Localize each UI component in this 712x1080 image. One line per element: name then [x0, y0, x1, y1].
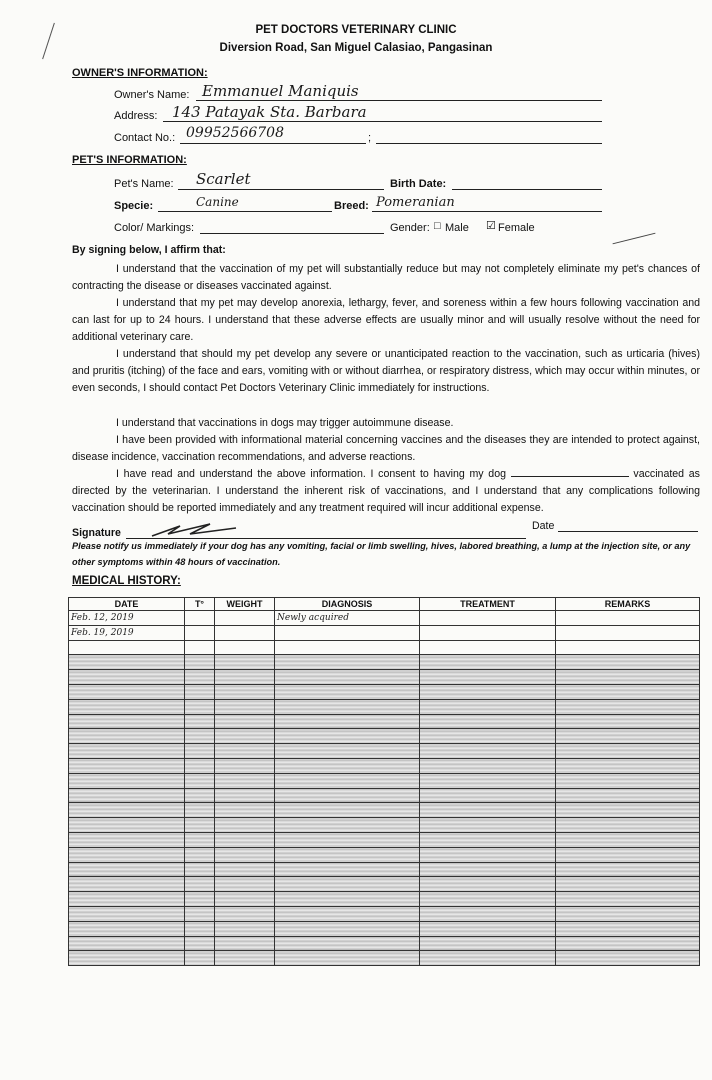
pet-breed-value: Pomeranian: [376, 195, 455, 210]
table-cell: [420, 936, 556, 951]
table-cell: [215, 729, 275, 744]
table-cell: [215, 611, 275, 626]
table-cell: [185, 832, 215, 847]
owner-contact-value: 09952566708: [186, 125, 284, 141]
table-cell: [69, 877, 185, 892]
consent-paragraph-3-text: I understand that should my pet develop any severe or unanticipated reaction to the vaccination, such as urticaria (hives) and pruritis (itching) of the face and ears, vomiting with or without diarrhea, or respiratory distress, which may occur within minutes, or even seconds, I should contact Pet Doctors Veterinary Clinic immediately for instructions.: [72, 348, 700, 394]
owner-contact-line-2: [376, 143, 602, 144]
table-row: [69, 892, 700, 907]
table-cell: [275, 773, 420, 788]
table-cell: [215, 936, 275, 951]
table-cell: [185, 655, 215, 670]
table-cell: [185, 951, 215, 966]
table-row: [69, 699, 700, 714]
margin-pen-mark-right: [613, 233, 656, 245]
table-row: [69, 921, 700, 936]
table-cell: [69, 921, 185, 936]
consent-paragraph-3: [72, 346, 700, 397]
table-cell: [556, 892, 700, 907]
owner-section-title: OWNER'S INFORMATION:: [72, 67, 208, 79]
clinic-name: PET DOCTORS VETERINARY CLINIC: [255, 24, 457, 36]
table-cell: [275, 847, 420, 862]
table-cell: [275, 892, 420, 907]
pet-section-title: PET'S INFORMATION:: [72, 154, 187, 166]
consent-paragraph-5-text: I have been provided with informational material concerning vaccines and the diseases they are intended to protect against, disease incidence, vaccination recommendations, and adverse reactions.: [72, 434, 700, 463]
table-cell: [420, 699, 556, 714]
table-cell: [420, 758, 556, 773]
table-cell: [215, 744, 275, 759]
consent-paragraph-6: [72, 466, 700, 517]
table-cell: [215, 670, 275, 685]
table-cell: [420, 744, 556, 759]
table-cell: [420, 892, 556, 907]
table-cell: [185, 640, 215, 655]
owner-address-value: 143 Patayak Sta. Barbara: [172, 103, 367, 121]
table-row: [69, 714, 700, 729]
table-cell: [556, 921, 700, 936]
table-cell: [556, 788, 700, 803]
table-cell: [420, 906, 556, 921]
consent-paragraph-2-text: I understand that my pet may develop anorexia, lethargy, fever, and soreness within a few hours following vaccination and can last for up to 24 hours. I understand that these adverse effects are usually minor and will usually resolve without the need for additional veterinary care.: [72, 297, 700, 343]
owner-contact-label: Contact No.:: [114, 132, 176, 144]
signature-label: Signature: [72, 527, 121, 539]
table-cell: [69, 670, 185, 685]
table-cell: [556, 625, 700, 640]
column-header-remarks: REMARKS: [556, 598, 700, 611]
table-cell: [556, 714, 700, 729]
pet-name-label: Pet's Name:: [114, 178, 174, 190]
table-cell: [215, 714, 275, 729]
table-cell: Feb. 12, 2019: [69, 611, 185, 626]
table-cell: [420, 803, 556, 818]
table-cell: [556, 655, 700, 670]
clinic-address: Diversion Road, San Miguel Calasiao, Pangasinan: [219, 42, 493, 54]
table-cell: [275, 921, 420, 936]
medical-history-table: [68, 597, 700, 966]
table-cell: [215, 640, 275, 655]
table-cell: [185, 788, 215, 803]
column-header-date: DATE: [69, 598, 185, 611]
table-row: [69, 655, 700, 670]
table-row: [69, 803, 700, 818]
table-cell: [420, 818, 556, 833]
table-cell: [69, 684, 185, 699]
date-line: [558, 531, 698, 532]
table-cell: [556, 877, 700, 892]
table-cell: [275, 936, 420, 951]
pet-specie-value: Canine: [196, 195, 239, 209]
table-cell: [69, 803, 185, 818]
pet-breed-line: [372, 211, 602, 212]
table-row: [69, 625, 700, 640]
table-cell: Feb. 19, 2019: [69, 625, 185, 640]
table-cell: [69, 818, 185, 833]
table-row: [69, 640, 700, 655]
table-cell: [275, 906, 420, 921]
table-row: [69, 936, 700, 951]
table-cell: [275, 803, 420, 818]
column-header-temp: T°: [185, 598, 215, 611]
table-cell: [215, 951, 275, 966]
gender-female-checkbox[interactable]: ☑: [486, 220, 496, 232]
consent-paragraph-6b-text: vaccinated as directed by the veterinarian. I understand the inherent risk of vaccinations, and I understand that any complications following vaccination should be reported immediately and any treatment required will incur additional expense.: [72, 468, 700, 514]
table-cell: [69, 906, 185, 921]
table-cell: [69, 832, 185, 847]
pet-specie-line: [158, 211, 332, 212]
table-cell: [185, 818, 215, 833]
table-cell: [420, 788, 556, 803]
table-cell: [275, 684, 420, 699]
table-cell: [69, 655, 185, 670]
table-cell: [69, 640, 185, 655]
table-row: [69, 832, 700, 847]
consent-paragraph-2: [72, 295, 700, 346]
table-cell: [556, 758, 700, 773]
table-cell: [69, 744, 185, 759]
table-cell: [185, 773, 215, 788]
table-cell: [185, 729, 215, 744]
table-cell: [420, 862, 556, 877]
pet-name-value: Scarlet: [196, 170, 251, 188]
table-row: [69, 611, 700, 626]
table-cell: [275, 625, 420, 640]
table-cell: [556, 832, 700, 847]
table-cell: [215, 818, 275, 833]
table-cell: [185, 684, 215, 699]
table-row: [69, 847, 700, 862]
table-cell: [215, 877, 275, 892]
table-cell: [69, 773, 185, 788]
table-cell: [556, 684, 700, 699]
vaccination-notice: Please notify us immediately if your dog has any vomiting, facial or limb swelling, hives, labored breathing, a lump at the injection site, or any other symptoms within 48 hours of vaccination.: [72, 541, 691, 567]
table-cell: [420, 611, 556, 626]
table-cell: [215, 655, 275, 670]
table-cell: [275, 640, 420, 655]
table-cell: [556, 818, 700, 833]
table-cell: [275, 699, 420, 714]
table-cell: [556, 699, 700, 714]
table-cell: [69, 729, 185, 744]
table-cell: [420, 714, 556, 729]
gender-male-label: Male: [445, 222, 469, 234]
table-row: [69, 670, 700, 685]
table-row: [69, 862, 700, 877]
table-cell: [275, 788, 420, 803]
table-cell: [215, 625, 275, 640]
pet-birth-line: [452, 189, 602, 190]
table-cell: [275, 655, 420, 670]
table-cell: [556, 803, 700, 818]
consent-paragraph-4: [72, 415, 700, 432]
table-cell: [556, 847, 700, 862]
table-cell: [69, 862, 185, 877]
table-cell: [556, 936, 700, 951]
dog-vaccine-blank: [511, 467, 629, 477]
column-header-diagnosis: DIAGNOSIS: [275, 598, 420, 611]
table-cell: [185, 803, 215, 818]
table-cell: [215, 906, 275, 921]
pet-specie-label: Specie:: [114, 200, 154, 212]
table-cell: [185, 670, 215, 685]
pet-color-label: Color/ Markings:: [114, 222, 195, 234]
table-cell: [69, 758, 185, 773]
table-cell: [69, 788, 185, 803]
consent-paragraph-1: [72, 261, 700, 295]
table-row: [69, 744, 700, 759]
table-cell: [215, 921, 275, 936]
pet-breed-label: Breed:: [334, 200, 369, 212]
consent-intro: By signing below, I affirm that:: [72, 244, 226, 256]
gender-male-checkbox[interactable]: □: [434, 220, 441, 232]
table-cell: [556, 906, 700, 921]
table-cell: [215, 758, 275, 773]
table-cell: [275, 744, 420, 759]
table-cell: [420, 640, 556, 655]
table-cell: [420, 877, 556, 892]
table-cell: [69, 892, 185, 907]
table-cell: [185, 862, 215, 877]
table-cell: [275, 862, 420, 877]
table-cell: [275, 818, 420, 833]
table-cell: [420, 921, 556, 936]
table-cell: [215, 803, 275, 818]
owner-name-label: Owner's Name:: [114, 89, 190, 101]
table-cell: [185, 625, 215, 640]
table-cell: [556, 773, 700, 788]
pet-birth-label: Birth Date:: [390, 178, 447, 190]
table-cell: [556, 862, 700, 877]
owner-contact-separator: ;: [368, 132, 372, 144]
table-cell: [556, 744, 700, 759]
table-cell: [556, 951, 700, 966]
table-cell: [215, 892, 275, 907]
pet-color-line: [200, 233, 384, 234]
table-cell: [275, 670, 420, 685]
table-cell: [185, 892, 215, 907]
pet-gender-label: Gender:: [390, 222, 430, 234]
column-header-treatment: TREATMENT: [420, 598, 556, 611]
table-cell: [420, 684, 556, 699]
table-cell: [69, 699, 185, 714]
owner-contact-line-1: [180, 143, 366, 144]
consent-paragraph-6a-text: I have read and understand the above information. I consent to having my dog: [116, 468, 506, 480]
table-cell: [420, 625, 556, 640]
table-cell: [420, 729, 556, 744]
table-cell: [420, 655, 556, 670]
table-cell: [215, 699, 275, 714]
signature-scribble: [150, 520, 240, 540]
table-cell: [185, 758, 215, 773]
table-cell: [185, 714, 215, 729]
owner-address-line: [163, 121, 602, 122]
column-header-weight: WEIGHT: [215, 598, 275, 611]
table-cell: [275, 714, 420, 729]
table-cell: [420, 832, 556, 847]
table-cell: [69, 847, 185, 862]
table-row: [69, 773, 700, 788]
table-cell: [185, 847, 215, 862]
table-cell: [215, 684, 275, 699]
table-cell: [185, 906, 215, 921]
table-cell: [420, 773, 556, 788]
table-cell: [215, 788, 275, 803]
table-cell: [420, 951, 556, 966]
table-cell: [556, 640, 700, 655]
consent-paragraph-5: [72, 432, 700, 466]
table-row: [69, 818, 700, 833]
table-cell: [69, 951, 185, 966]
table-cell: [185, 877, 215, 892]
table-cell: [556, 729, 700, 744]
table-cell: [275, 877, 420, 892]
owner-address-label: Address:: [114, 110, 158, 122]
gender-female-label: Female: [498, 222, 535, 234]
table-header-row: [69, 598, 700, 611]
table-row: [69, 951, 700, 966]
table-cell: [556, 611, 700, 626]
table-cell: [185, 699, 215, 714]
table-cell: [215, 832, 275, 847]
table-row: [69, 906, 700, 921]
table-row: [69, 788, 700, 803]
pet-name-line: [178, 189, 384, 190]
table-cell: [215, 862, 275, 877]
medical-history-body: [69, 611, 700, 966]
table-cell: Newly acquired: [275, 611, 420, 626]
consent-paragraph-1-text: I understand that the vaccination of my pet will substantially reduce but may not completely eliminate my pet's chances of contracting the disease or diseases vaccinated against.: [72, 263, 700, 292]
table-cell: [185, 921, 215, 936]
medical-history-title: MEDICAL HISTORY:: [72, 575, 181, 587]
table-cell: [185, 611, 215, 626]
owner-name-line: [196, 100, 602, 101]
consent-paragraph-4-text: I understand that vaccinations in dogs may trigger autoimmune disease.: [116, 417, 454, 429]
table-cell: [275, 832, 420, 847]
table-cell: [556, 670, 700, 685]
table-cell: [215, 773, 275, 788]
table-cell: [69, 936, 185, 951]
table-row: [69, 729, 700, 744]
table-cell: [420, 847, 556, 862]
table-cell: [185, 744, 215, 759]
table-row: [69, 877, 700, 892]
table-cell: [420, 670, 556, 685]
date-label: Date: [532, 520, 555, 532]
table-cell: [69, 714, 185, 729]
table-cell: [275, 951, 420, 966]
table-cell: [215, 847, 275, 862]
owner-name-value: Emmanuel Maniquis: [202, 82, 359, 100]
table-cell: [275, 729, 420, 744]
table-cell: [185, 936, 215, 951]
table-row: [69, 684, 700, 699]
table-row: [69, 758, 700, 773]
table-cell: [275, 758, 420, 773]
